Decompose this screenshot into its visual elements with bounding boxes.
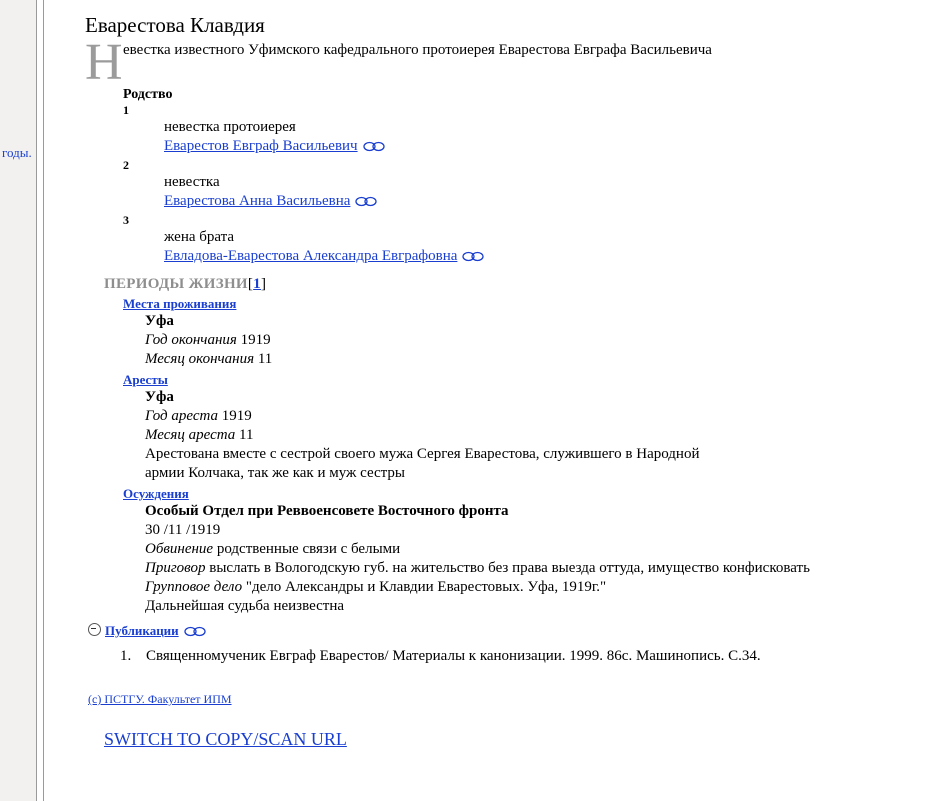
kinship-item-link[interactable]: Евладова-Еварестова Александра Евграфовна (164, 248, 458, 264)
arrest-field (145, 407, 942, 426)
residence-place: Уфа (145, 313, 174, 329)
conviction-field (145, 559, 942, 578)
field-label: Месяц окончания (145, 351, 255, 367)
publications-heading (88, 623, 942, 641)
chain-icon[interactable] (184, 625, 206, 641)
residence-heading (123, 296, 942, 312)
arrest-note-line-1: Арестована вместе с сестрой своего мужа Сергея Еварестова, служившего в Народной (145, 446, 700, 462)
periods-heading (104, 276, 942, 293)
field-label: Обвинение (145, 541, 214, 557)
publication-text: Священномученик Евграф Еварестов/ Материалы к канонизации. 1999. 86с. Машинопись. С.34. (146, 648, 761, 664)
collapse-toggle-icon[interactable] (88, 623, 101, 636)
arrest-place: Уфа (145, 389, 174, 405)
table-row (164, 247, 942, 268)
table-row (164, 137, 942, 158)
field-value: выслать в Вологодскую губ. на жительство без права выезда оттуда, имущество конфисковать (209, 560, 810, 576)
arrests-heading (123, 372, 942, 388)
table-row (164, 192, 942, 213)
copyright-link[interactable]: (с) ПСТГУ. Факультет ИПМ (88, 692, 232, 706)
field-value: 1919 (221, 408, 252, 424)
arrests-heading-link[interactable]: Аресты (123, 372, 168, 387)
kinship-item-link[interactable]: Еварестова Анна Васильевна (164, 193, 351, 209)
field-value: 1919 (240, 332, 271, 348)
arrest-field (145, 426, 942, 445)
field-label: Приговор (145, 560, 206, 576)
field-label: Месяц ареста (145, 427, 236, 443)
subtitle-block (85, 34, 942, 91)
kinship-item-link[interactable]: Еварестов Евграф Васильевич (164, 138, 358, 154)
kinship-item-number: 2 (123, 158, 129, 172)
document-content (52, 0, 942, 750)
list-item (120, 647, 942, 666)
kinship-item-role: невестка протоиерея (164, 119, 296, 135)
publications-heading-link[interactable]: Публикации (105, 623, 179, 638)
conviction-fate: Дальнейшая судьба неизвестна (145, 598, 345, 614)
periods-ref-close: ] (260, 276, 267, 292)
kinship-item-role: невестка (164, 174, 220, 190)
gutter-rule-1 (36, 0, 37, 801)
kinship-heading: Родство (123, 87, 173, 102)
subtitle-text: евестка известного Уфимского кафедрального протоиерея Еварестова Евграфа Васильевича (123, 42, 712, 58)
footer-copyright (88, 692, 942, 707)
publication-number: 1. (120, 648, 132, 664)
arrest-note-line-2: армии Колчака, так же как и муж сестры (145, 465, 405, 481)
switch-to-copy-scan-url-link[interactable]: SWITCH TO COPY/SCAN URL (104, 729, 347, 749)
field-value: родственные связи с белыми (216, 541, 401, 557)
chain-icon[interactable] (462, 249, 484, 268)
field-label: Групповое дело (145, 579, 243, 595)
conviction-field (145, 578, 942, 597)
periods-ref-open: [ (247, 276, 254, 292)
left-margin-note: годы. (2, 145, 32, 160)
drop-cap: Н (85, 34, 123, 91)
residence-heading-link[interactable]: Места проживания (123, 296, 237, 311)
chain-icon[interactable] (355, 194, 377, 213)
conviction-field (145, 540, 942, 559)
periods-ref-link[interactable]: 1 (253, 276, 261, 292)
kinship-item-number: 1 (123, 103, 129, 117)
field-value: 11 (239, 427, 254, 443)
gutter-rule-2 (43, 0, 44, 801)
conviction-authority: Особый Отдел при Реввоенсовете Восточного фронта (145, 503, 509, 519)
periods-heading-label: ПЕРИОДЫ ЖИЗНИ (104, 276, 248, 292)
residence-field (145, 350, 942, 369)
field-label: Год ареста (145, 408, 219, 424)
kinship-item-role: жена брата (164, 229, 235, 245)
residence-field (145, 331, 942, 350)
kinship-item-number: 3 (123, 213, 129, 227)
switch-url-block (104, 729, 942, 750)
chain-icon[interactable] (363, 139, 385, 158)
conviction-date: 30 /11 /1919 (145, 522, 221, 538)
field-value: 11 (257, 351, 273, 367)
convictions-heading (123, 486, 942, 502)
convictions-heading-link[interactable]: Осуждения (123, 486, 189, 501)
page-title: Еварестова Клавдия (85, 13, 265, 37)
field-value: "дело Александры и Клавдии Еварестовых. Уфа, 1919г." (245, 579, 607, 595)
left-gutter (0, 0, 36, 801)
field-label: Год окончания (145, 332, 237, 348)
